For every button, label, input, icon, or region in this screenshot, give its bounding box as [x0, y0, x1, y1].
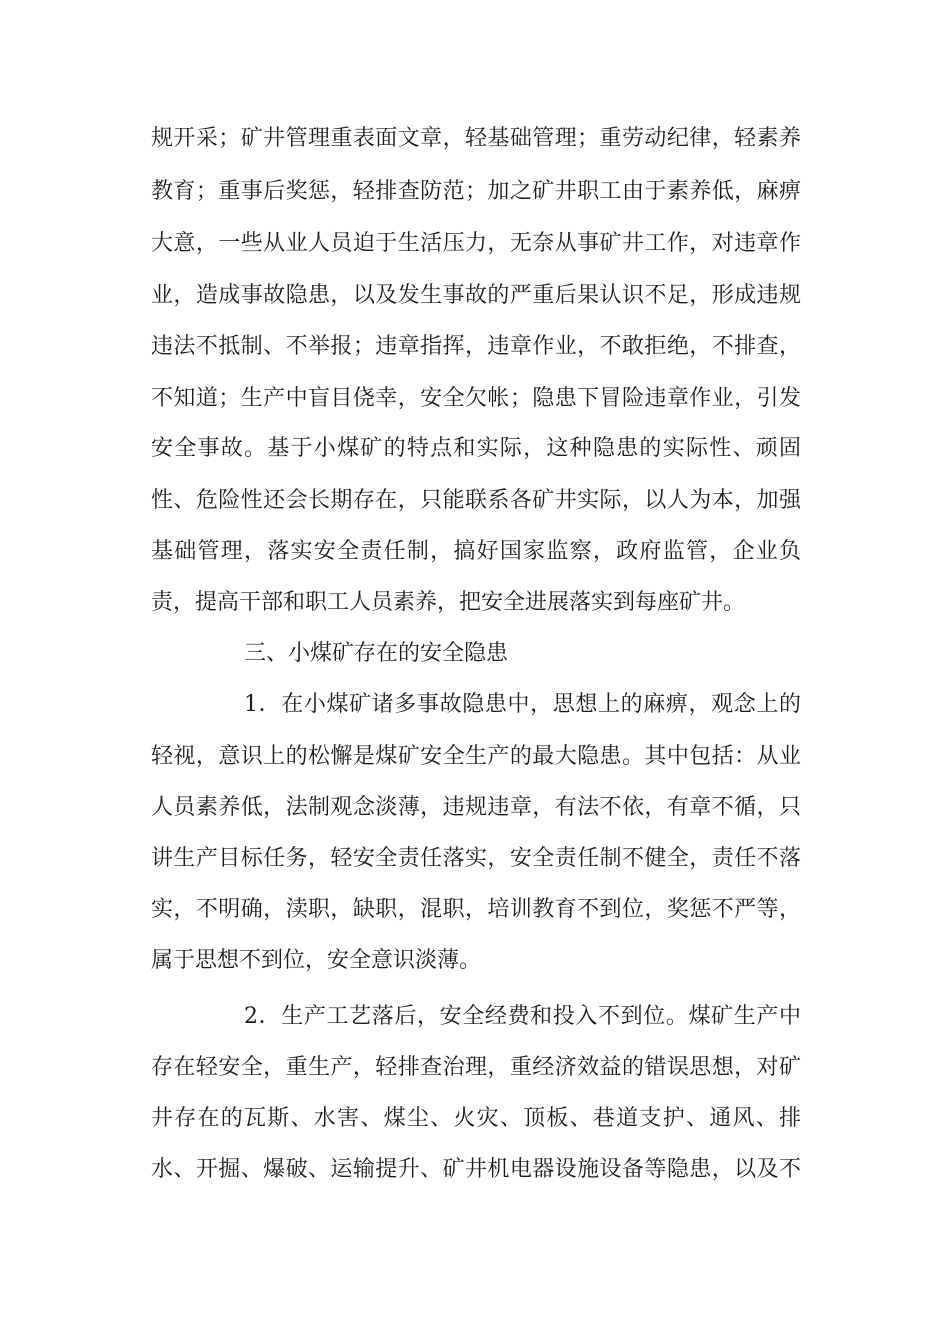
- text-line: 业，造成事故隐患，以及发生事故的严重后果认识不足，形成违规: [151, 283, 801, 308]
- text-line: 实，不明确，渎职，缺职，混职，培训教育不到位，奖惩不严等，: [151, 897, 801, 922]
- text-line: 不知道；生产中盲目侥幸，安全欠帐；隐患下冒险违章作业，引发: [151, 386, 801, 411]
- text-line: 违法不抵制、不举报；违章指挥，违章作业，不敢拒绝，不排查，: [151, 334, 801, 359]
- text-line: 安全事故。基于小煤矿的特点和实际，这种隐患的实际性、顽固: [151, 436, 801, 461]
- text-line: 水、开掘、爆破、运输提升、矿井机电器设施设备等隐患，以及不: [151, 1157, 801, 1182]
- text-line: 性、危险性还会长期存在，只能联系各矿井实际，以人为本，加强: [151, 488, 801, 513]
- text-line: 人员素养低，法制观念淡薄，违规违章，有法不依，有章不循，只: [151, 795, 801, 820]
- text-line: 轻视，意识上的松懈是煤矿安全生产的最大隐患。其中包括：从业: [151, 744, 801, 769]
- section-heading: 三、小煤矿存在的安全隐患: [244, 641, 509, 666]
- text-line: 属于思想不到位，安全意识淡薄。: [151, 948, 482, 973]
- text-line: 教育；重事后奖惩，轻排查防范；加之矿井职工由于素养低，麻痹: [151, 179, 801, 204]
- text-line: 存在轻安全，重生产，轻排查治理，重经济效益的错误思想，对矿: [151, 1055, 801, 1080]
- text-line: 讲生产目标任务，轻安全责任落实，安全责任制不健全，责任不落: [151, 846, 801, 871]
- paragraph-first-line: 2．生产工艺落后，安全经费和投入不到位。煤矿生产中: [244, 1004, 801, 1029]
- paragraph-first-line: 1．在小煤矿诸多事故隐患中，思想上的麻痹，观念上的: [244, 692, 801, 717]
- text-line: 井存在的瓦斯、水害、煤尘、火灾、顶板、巷道支护、通风、排: [151, 1106, 801, 1131]
- text-line: 规开采；矿井管理重表面文章，轻基础管理；重劳动纪律，轻素养: [151, 126, 801, 151]
- text-line: 责，提高干部和职工人员素养，把安全进展落实到每座矿井。: [151, 590, 746, 615]
- text-line: 基础管理，落实安全责任制，搞好国家监察，政府监管，企业负: [151, 539, 801, 564]
- text-line: 大意，一些从业人员迫于生活压力，无奈从事矿井工作，对违章作: [151, 231, 801, 256]
